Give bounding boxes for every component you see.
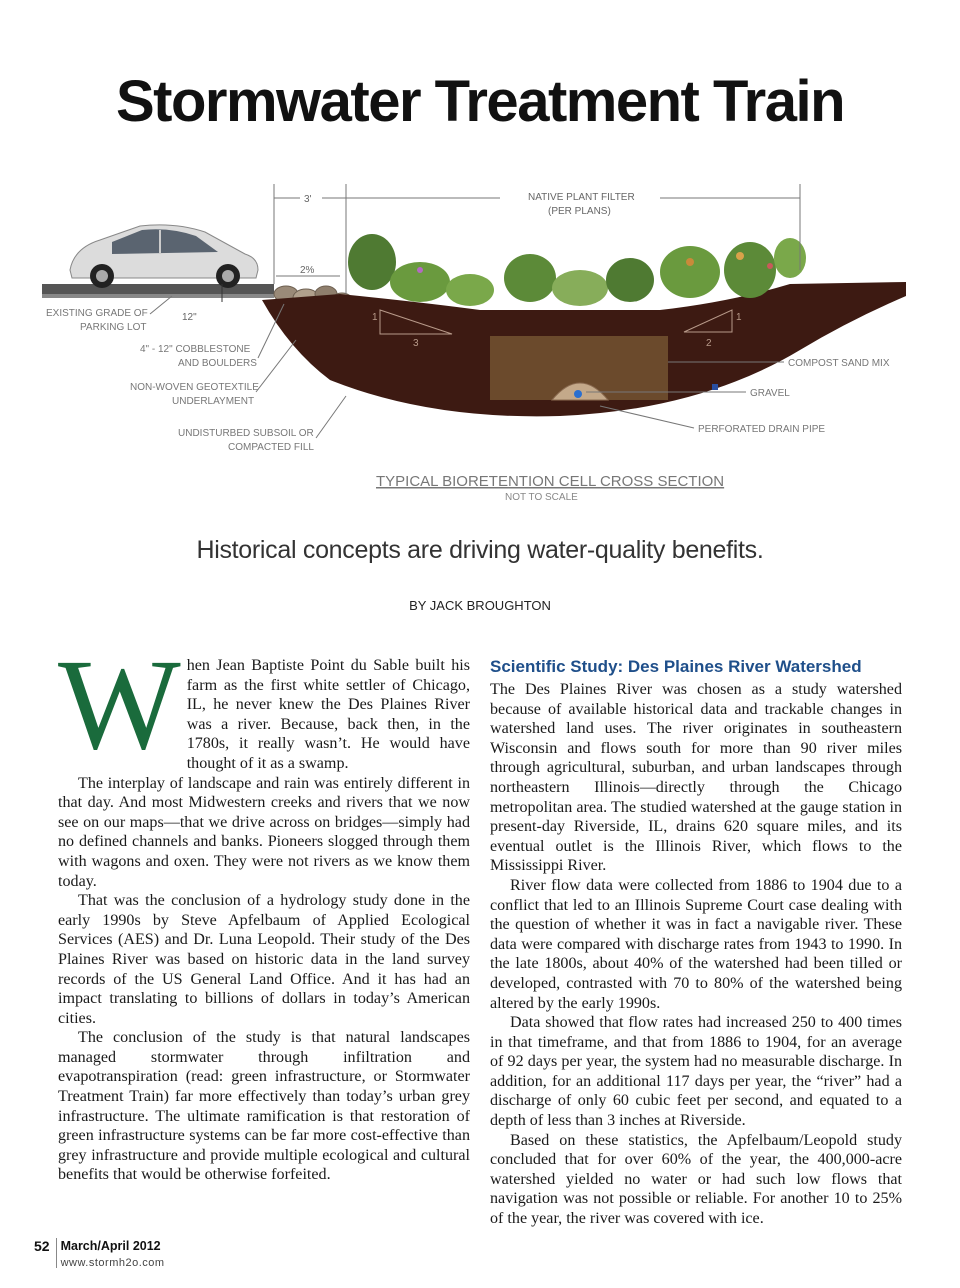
native-plant-filter-label: NATIVE PLANT FILTER bbox=[528, 192, 635, 203]
existing-grade-label-2: PARKING LOT bbox=[80, 322, 147, 333]
diagram-caption-sub: NOT TO SCALE bbox=[505, 492, 578, 503]
left-column bbox=[58, 633, 470, 1185]
slope-right-run: 2 bbox=[706, 338, 712, 349]
article-title: Stormwater Treatment Train bbox=[115, 69, 845, 134]
depth-12in-label: 12" bbox=[182, 312, 197, 323]
geotextile-label-2: UNDERLAYMENT bbox=[172, 396, 255, 407]
geotextile-label: NON-WOVEN GEOTEXTILE bbox=[130, 382, 259, 393]
website-url: www.stormh2o.com bbox=[60, 1257, 165, 1269]
cobblestone-label-2: AND BOULDERS bbox=[178, 358, 257, 369]
section-heading: Scientific Study: Des Plaines River Watershed bbox=[490, 657, 862, 676]
slope-right-rise: 1 bbox=[736, 312, 742, 323]
plant-foliage bbox=[348, 234, 806, 306]
car-icon bbox=[70, 225, 258, 288]
page-number: 52 bbox=[34, 1238, 50, 1254]
article-byline: BY JACK BROUGHTON bbox=[409, 598, 551, 613]
right-column bbox=[490, 656, 902, 1229]
compost-label: COMPOST SAND MIX bbox=[788, 358, 890, 369]
drop-cap: W bbox=[58, 633, 181, 777]
diagram-caption: TYPICAL BIORETENTION CELL CROSS SECTION bbox=[376, 473, 725, 490]
subsoil-label: UNDISTURBED SUBSOIL OR bbox=[178, 428, 314, 439]
paragraph: The Des Plaines River was chosen as a study watershed because of available historical data and trackable changes in watershed land uses. The river originates in southeastern Wisconsin and flows south for more than 90 river miles through agricultural, suburban, and urban landscapes through northeastern Illinois—directly through the Chicago metropolitan area. The studied watershed at the gauge station in present-day Riverside, IL, drains 620 square miles, and its eventual outlet is the Illinois River, which flows to the Mississippi River. bbox=[490, 681, 902, 875]
issue-date: March/April 2012 bbox=[60, 1239, 161, 1253]
paragraph: The conclusion of the study is that natural landscapes managed stormwater through infiltration and evapotranspiration (read: green infrastructure, or Stormwater Treatment Train) far more effectively than today’s urban grey infrastructure. The ultimate ramification is that restoration of green infrastructure systems can be far more cost-effective than grey infrastructure and provide multiple ecological and cultural benefits that would be otherwise forfeited. bbox=[58, 1029, 470, 1184]
subsoil-label-2: COMPACTED FILL bbox=[228, 442, 314, 453]
parking-lot-surface bbox=[42, 284, 274, 294]
paragraph: hen Jean Baptiste Point du Sable built his farm as the first white settler of Chicago, IL, he never knew the Des Plaines River was a river. Because, back then, in the 1780s, it really wasn’t. He would have thought of it as a swamp. bbox=[186, 657, 470, 772]
paragraph: Data showed that flow rates had increased 250 to 400 times in that timeframe, and that from 1886 to 1904, for an average of 92 days per year, the system had no measurable discharge. In addition, for an additional 117 days per year, the “river” had a discharge of only 60 cubic feet per second, and equated to a depth of less than 3 inches at Riverside. bbox=[490, 1014, 902, 1130]
paragraph: That was the conclusion of a hydrology study done in the early 1990s by Steve Apfelbaum of Applied Ecological Services (AES) and Dr. Luna Leopold. Their study of the Des Plaines River was based on historic data in the land survey records of the US General Land Office. And it has had an impact translating to billions of dollars in today’s American cities. bbox=[58, 892, 470, 1027]
drain-pipe-label: PERFORATED DRAIN PIPE bbox=[698, 424, 826, 435]
gravel-label: GRAVEL bbox=[750, 388, 790, 399]
paragraph: The interplay of landscape and rain was entirely different in that day. And most Midwestern creeks and rivers that we now see on our maps—that we drive across on bridges—simply had no defined channels and banks. Pioneers slogged through them with wagons and oxen. They were not rivers as we know them today. bbox=[58, 774, 470, 890]
native-plant-filter-sublabel: (PER PLANS) bbox=[548, 206, 611, 217]
dimension-3ft: 3' bbox=[304, 194, 312, 205]
article-subtitle: Historical concepts are driving water-quality benefits. bbox=[196, 536, 764, 564]
cobblestone-label: 4" - 12" COBBLESTONE bbox=[140, 344, 251, 355]
bioretention-cross-section-diagram bbox=[0, 170, 960, 510]
existing-grade-label: EXISTING GRADE OF bbox=[46, 308, 148, 319]
paragraph: River flow data were collected from 1886 to 1904 due to a conflict that led to an Illinois Supreme Court case dealing with the question of whether it was in fact a navigable river. These data were compared with discharge rates from 1943 to 1990. In the late 1800s, about 40% of the watershed had been tilled or developed, contrasted with 70 to 80% of the watershed being altered by the early 1990s. bbox=[490, 876, 902, 1012]
page-footer bbox=[34, 1238, 165, 1271]
drain-pipe bbox=[574, 390, 582, 398]
footer-divider bbox=[56, 1238, 57, 1268]
slope-left-rise: 1 bbox=[372, 312, 378, 323]
paragraph: Based on these statistics, the Apfelbaum/Leopold study concluded that for over 60% of the year, the 400,000-acre watershed yielded no water or had such low flows that navigation was not possible or reliable. For another 10 to 25% of the year, the river was covered with ice. bbox=[490, 1131, 902, 1228]
slope-left-run: 3 bbox=[413, 338, 419, 349]
slope-2pct-label: 2% bbox=[300, 265, 315, 276]
